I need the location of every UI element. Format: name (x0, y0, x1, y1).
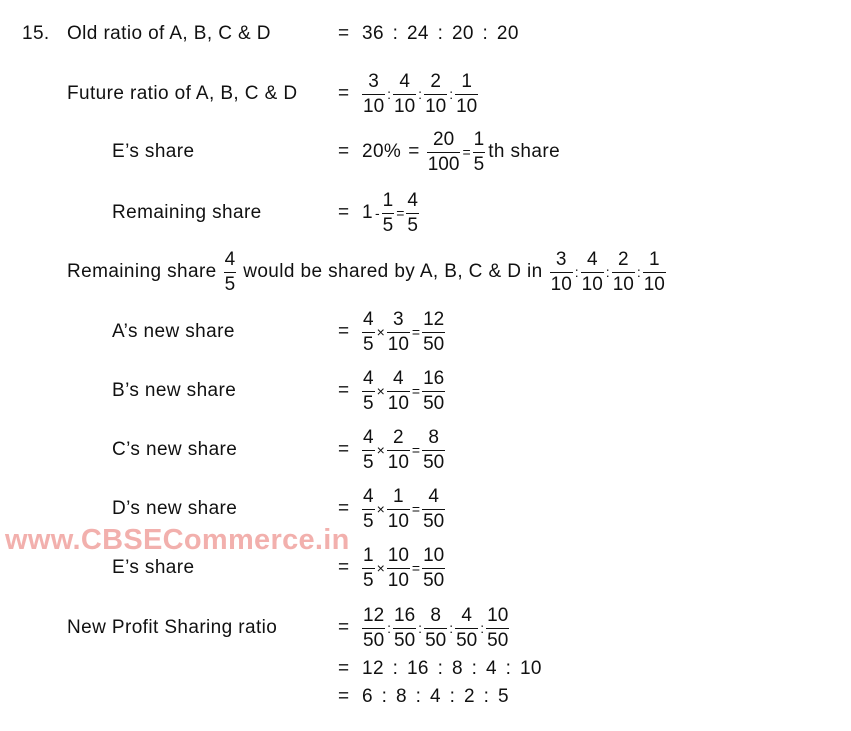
new-share-label: C’s new share (112, 439, 238, 460)
fraction (387, 544, 410, 593)
new-share-row-a (0, 304, 851, 360)
new-share-calculation (362, 422, 445, 478)
fraction-numerator: 1 (387, 485, 410, 510)
e-share-label: E’s share (112, 141, 195, 162)
fraction-denominator: 5 (363, 451, 374, 473)
equals-sign: = (338, 686, 350, 707)
new-share-calculation (362, 363, 445, 419)
fraction-denominator: 10 (394, 95, 416, 117)
ratio-colon: : (480, 620, 485, 636)
fraction-denominator: 50 (423, 569, 445, 591)
fraction-denominator: 50 (456, 629, 478, 651)
times-sign: × (376, 442, 385, 458)
fraction (612, 248, 635, 297)
e-share-value (362, 124, 560, 180)
fraction-numerator: 4 (455, 604, 478, 629)
ratio-colon: : (387, 620, 392, 636)
fraction-numerator: 8 (422, 426, 445, 451)
fraction-numerator: 4 (406, 189, 419, 214)
new-ratio-simplified: 12 : 16 : 8 : 4 : 10 (362, 658, 542, 679)
e-share-percent: 20% (362, 141, 402, 162)
fraction-numerator: 3 (387, 308, 410, 333)
fraction-numerator: 1 (455, 70, 478, 95)
fraction-denominator: 10 (387, 510, 409, 532)
equals-sign: = (462, 144, 471, 160)
equals-sign: = (338, 617, 350, 638)
equals-sign: = (338, 498, 350, 519)
fraction-denominator: 10 (363, 95, 385, 117)
fraction-denominator: 5 (363, 392, 374, 414)
fraction-denominator: 100 (427, 153, 460, 175)
fraction-numerator: 16 (393, 604, 416, 629)
new-ratio-lowest-terms: 6 : 8 : 4 : 2 : 5 (362, 686, 509, 707)
e-share-suffix: th share (488, 141, 561, 162)
fraction-denominator: 50 (363, 629, 385, 651)
ratio-colon: : (605, 264, 610, 280)
fraction (422, 308, 445, 357)
fraction-numerator: 4 (362, 485, 375, 510)
fraction (406, 189, 419, 238)
equals-sign: = (338, 321, 350, 342)
watermark: www.CBSECommerce.in (5, 524, 350, 556)
fraction-denominator: 10 (387, 569, 409, 591)
equals-sign: = (338, 141, 350, 162)
fraction-numerator: 2 (387, 426, 410, 451)
times-sign: × (376, 501, 385, 517)
fraction-numerator: 12 (362, 604, 385, 629)
equals-sign: = (396, 205, 405, 221)
fraction (455, 70, 478, 119)
fraction-denominator: 5 (363, 569, 374, 591)
equals-sign: = (411, 442, 421, 458)
fraction-denominator: 5 (363, 333, 374, 355)
fraction-numerator: 16 (422, 367, 445, 392)
fraction-denominator: 50 (423, 333, 445, 355)
fraction (387, 308, 410, 357)
fraction-numerator: 1 (362, 544, 375, 569)
ratio-colon: : (418, 86, 423, 102)
fraction-denominator: 5 (473, 153, 485, 175)
remaining-share-row (0, 185, 851, 241)
equals-sign: = (411, 383, 421, 399)
future-ratio-value (362, 66, 478, 122)
fraction-numerator: 4 (387, 367, 410, 392)
fraction (422, 485, 445, 534)
fraction-denominator: 50 (423, 510, 445, 532)
fraction (362, 485, 375, 534)
fraction (643, 248, 666, 297)
new-share-label: E’s share (112, 557, 195, 578)
future-ratio-row (0, 66, 851, 122)
fraction-numerator: 1 (643, 248, 666, 273)
old-ratio-label: Old ratio of A, B, C & D (67, 23, 271, 44)
fraction-numerator: 4 (362, 367, 375, 392)
fraction (382, 189, 395, 238)
fraction-numerator: 8 (424, 604, 447, 629)
fraction (424, 70, 447, 119)
new-share-label: D’s new share (112, 498, 238, 519)
remaining-share-label: Remaining share (112, 202, 262, 223)
fraction-denominator: 50 (394, 629, 416, 651)
minus-sign: - (374, 205, 380, 221)
fraction (422, 426, 445, 475)
fraction-denominator: 10 (612, 273, 634, 295)
fraction-denominator: 50 (425, 629, 447, 651)
old-ratio-value: 36 : 24 : 20 : 20 (362, 23, 519, 44)
fraction-numerator: 4 (224, 248, 237, 273)
fraction-denominator: 5 (407, 214, 418, 236)
new-ratio-lowest-terms-row (0, 669, 851, 725)
fraction (387, 367, 410, 416)
fraction (362, 544, 375, 593)
fraction-numerator: 4 (422, 485, 445, 510)
fraction-numerator: 1 (473, 128, 486, 153)
fraction-numerator: 20 (427, 128, 461, 153)
equals-sign: = (338, 83, 350, 104)
fraction (581, 248, 604, 297)
fraction-numerator: 12 (422, 308, 445, 333)
fraction-denominator: 5 (363, 510, 374, 532)
fraction-numerator: 10 (387, 544, 410, 569)
new-share-label: A’s new share (112, 321, 235, 342)
fraction-denominator: 5 (224, 273, 236, 295)
fraction (362, 70, 385, 119)
new-share-row-c (0, 422, 851, 478)
fraction-numerator: 4 (362, 426, 375, 451)
fraction-denominator: 10 (456, 95, 478, 117)
old-ratio-row (0, 6, 851, 62)
equals-sign: = (408, 141, 420, 162)
fraction-denominator: 10 (387, 451, 409, 473)
fraction-numerator: 3 (362, 70, 385, 95)
times-sign: × (376, 324, 385, 340)
fraction-numerator: 2 (612, 248, 635, 273)
fraction (362, 426, 375, 475)
fraction-numerator: 2 (424, 70, 447, 95)
fraction-numerator: 3 (550, 248, 573, 273)
fraction-denominator: 10 (550, 273, 572, 295)
question-number: 15. (22, 23, 50, 44)
ratio-colon: : (449, 86, 454, 102)
ratio-colon: : (387, 86, 392, 102)
e-share-row (0, 124, 851, 180)
distribution-prefix: Remaining share (67, 261, 217, 282)
fraction-denominator: 5 (382, 214, 394, 236)
distribution-sentence (67, 244, 666, 300)
new-share-calculation (362, 481, 445, 537)
whole-number: 1 (362, 202, 373, 223)
fraction-denominator: 50 (423, 392, 445, 414)
fraction-denominator: 10 (387, 333, 409, 355)
fraction-denominator: 10 (643, 273, 665, 295)
fraction (422, 544, 445, 593)
new-share-calculation (362, 304, 445, 360)
times-sign: × (376, 383, 385, 399)
fraction (393, 70, 416, 119)
future-ratio-label: Future ratio of A, B, C & D (67, 83, 298, 104)
equals-sign: = (338, 557, 350, 578)
fraction (387, 426, 410, 475)
equals-sign: = (338, 658, 350, 679)
fraction-denominator: 10 (425, 95, 447, 117)
equals-sign: = (338, 380, 350, 401)
fraction (362, 308, 375, 357)
new-share-calculation (362, 540, 445, 596)
fraction (422, 367, 445, 416)
fraction-denominator: 50 (487, 629, 509, 651)
fraction (362, 367, 375, 416)
equals-sign: = (411, 324, 421, 340)
equals-sign: = (338, 202, 350, 223)
fraction-denominator: 50 (423, 451, 445, 473)
fraction-numerator: 10 (486, 604, 509, 629)
fraction-numerator: 4 (362, 308, 375, 333)
equals-sign: = (338, 23, 350, 44)
fraction-numerator: 4 (581, 248, 604, 273)
fraction (224, 248, 237, 297)
ratio-colon: : (636, 264, 641, 280)
fraction (387, 485, 410, 534)
times-sign: × (376, 560, 385, 576)
new-share-row-b (0, 363, 851, 419)
new-ratio-label: New Profit Sharing ratio (67, 617, 278, 638)
equals-sign: = (411, 560, 421, 576)
equals-sign: = (338, 439, 350, 460)
fraction-numerator: 1 (382, 189, 395, 214)
fraction-numerator: 4 (393, 70, 416, 95)
fraction (473, 128, 486, 177)
remaining-share-value (362, 185, 419, 241)
fraction (427, 128, 461, 177)
ratio-colon: : (449, 620, 454, 636)
distribution-text: would be shared by A, B, C & D in (243, 261, 543, 282)
fraction-denominator: 10 (387, 392, 409, 414)
fraction-denominator: 10 (581, 273, 603, 295)
fraction-numerator: 10 (422, 544, 445, 569)
ratio-colon: : (574, 264, 579, 280)
new-share-label: B’s new share (112, 380, 237, 401)
ratio-colon: : (418, 620, 423, 636)
fraction (550, 248, 573, 297)
equals-sign: = (411, 501, 421, 517)
distribution-row (0, 244, 851, 300)
